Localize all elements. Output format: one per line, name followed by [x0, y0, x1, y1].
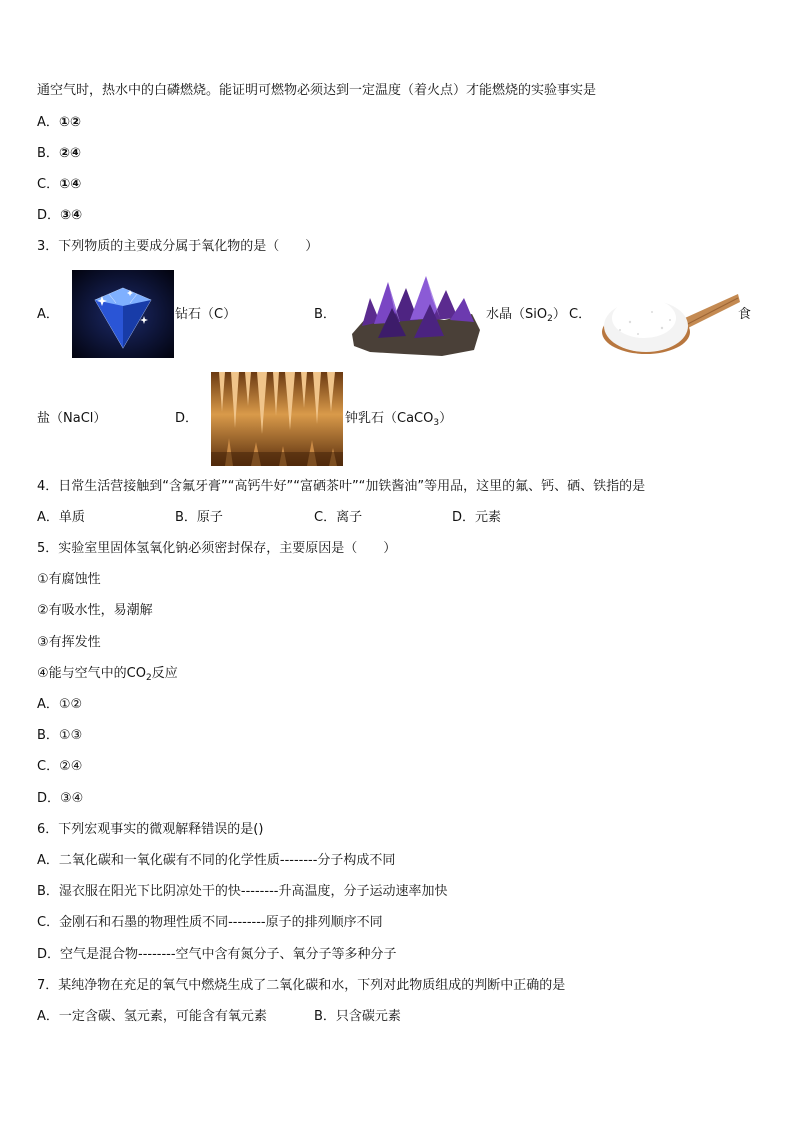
option-key: C．	[37, 177, 60, 192]
q5-option-d[interactable]: D．③④	[37, 791, 84, 806]
q5-option-a[interactable]: A．①②	[37, 697, 83, 712]
q7-option-b[interactable]: B．只含碳元素	[314, 1009, 401, 1024]
q6-option-b[interactable]: B．湿衣服在阳光下比阴凉处干的快--------升高温度，分子运动速率加快	[37, 884, 448, 899]
statement-text: 反应	[151, 666, 178, 681]
q3-option-a-key[interactable]: A．	[37, 307, 59, 322]
q5-statement-1: ①有腐蚀性	[37, 572, 101, 587]
q5-option-c[interactable]: C．②④	[37, 759, 83, 774]
label-text: ）	[552, 307, 566, 322]
q5-stem: 5．实验室里固体氢氧化钠必须密封保存，主要原因是（ ）	[37, 541, 397, 556]
q5-statement-3: ③有挥发性	[37, 635, 101, 650]
q3-option-b-label	[486, 306, 566, 324]
q5-option-b[interactable]: B．①③	[37, 728, 83, 743]
subscript: 3	[433, 418, 440, 428]
q3-option-b-key[interactable]: B．	[314, 307, 336, 322]
stalactite-image	[211, 372, 343, 466]
intro-text: 通空气时，热水中的白磷燃烧。能证明可燃物必须达到一定温度（着火点）才能燃烧的实验事实是	[37, 83, 597, 98]
subscript: 2	[145, 673, 152, 683]
q3-option-c-label-part2: 盐（NaCl）	[37, 411, 107, 426]
q6-option-c[interactable]: C．金刚石和石墨的物理性质不同--------原子的排列顺序不同	[37, 915, 383, 930]
option-value: ①②	[58, 115, 81, 130]
subscript: 2	[547, 314, 553, 324]
q3-option-d-key[interactable]: D．	[175, 411, 199, 426]
q7-option-a[interactable]: A．一定含碳、氢元素，可能含有氧元素	[37, 1009, 267, 1024]
q2-option-b[interactable]	[37, 145, 81, 163]
option-value: ③④	[60, 208, 83, 223]
q7-stem: 7．某纯净物在充足的氧气中燃烧生成了二氧化碳和水，下列对此物质组成的判断中正确的是	[37, 978, 566, 993]
option-value: ②④	[58, 146, 81, 161]
label-text: 钟乳石（CaCO	[345, 411, 434, 426]
q2-option-a[interactable]	[37, 114, 81, 132]
q6-option-d[interactable]: D．空气是混合物--------空气中含有氮分子、氧分子等多种分子	[37, 947, 397, 962]
q6-option-a[interactable]: A．二氧化碳和一氧化碳有不同的化学性质--------分子构成不同	[37, 853, 396, 868]
q4-stem: 4．日常生活营接触到“含氟牙膏”“高钙牛好”“富硒茶叶”“加铁酱油”等用品，这里的氟、钙、硒、铁指的是	[37, 479, 646, 494]
q6-stem: 6．下列宏观事实的微观解释错误的是()	[37, 822, 264, 837]
q3-stem: 3．下列物质的主要成分属于氧化物的是（ ）	[37, 239, 319, 254]
q3-option-c-label-part1: 食	[738, 307, 752, 322]
crystal-image	[348, 268, 482, 360]
q4-option-c[interactable]: C．离子	[314, 510, 363, 525]
option-key: A．	[37, 115, 59, 130]
q4-option-d[interactable]: D．元素	[452, 510, 502, 525]
q5-statement-2: ②有吸水性，易潮解	[37, 603, 153, 618]
q2-option-d[interactable]	[37, 207, 82, 225]
q3-option-d-label	[345, 410, 452, 428]
option-key: D．	[37, 208, 61, 223]
option-key: B．	[37, 146, 59, 161]
option-value: ①④	[59, 177, 82, 192]
q4-option-b[interactable]: B．原子	[175, 510, 223, 525]
label-text: 水晶（SiO	[486, 307, 548, 322]
q3-option-a-label: 钻石（C）	[175, 307, 237, 322]
diamond-image	[72, 270, 174, 358]
q2-option-c[interactable]	[37, 176, 81, 194]
statement-text: ④能与空气中的CO	[37, 666, 146, 681]
label-text: ）	[439, 411, 453, 426]
salt-image	[600, 282, 740, 358]
q5-statement-4	[37, 665, 178, 683]
q3-option-c-key[interactable]: C．	[569, 307, 592, 322]
q4-option-a[interactable]: A．单质	[37, 510, 85, 525]
